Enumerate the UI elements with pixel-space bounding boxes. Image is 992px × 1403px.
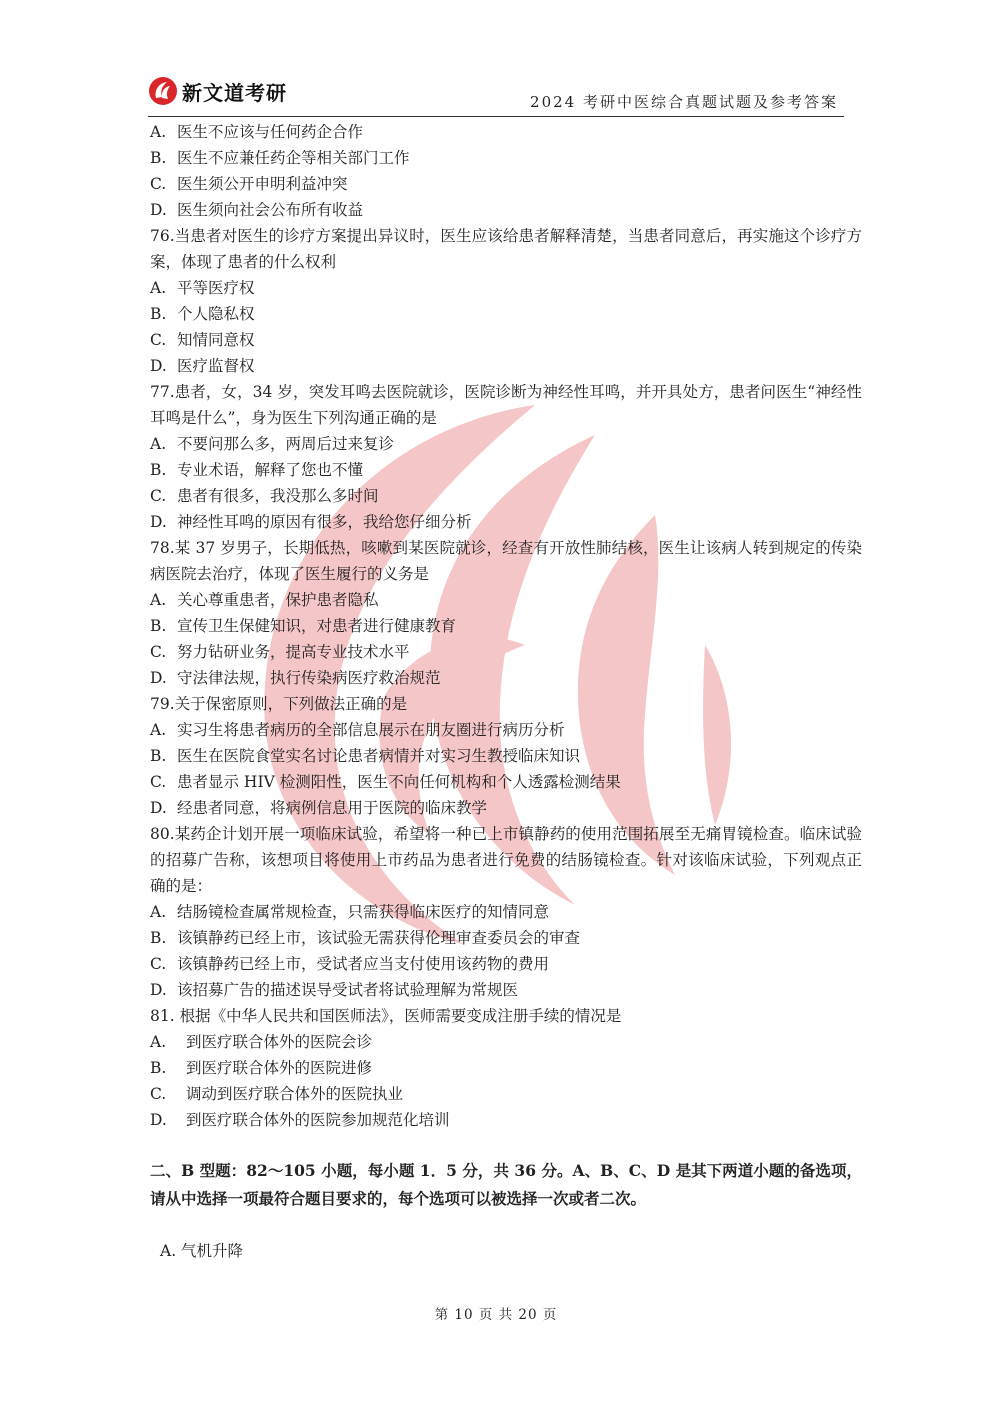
q78-option-d: D. 守法律法规，执行传染病医疗救治规范 <box>150 669 441 687</box>
q79-option-d: D. 经患者同意，将病例信息用于医院的临床教学 <box>150 799 488 817</box>
phoenix-logo-icon <box>148 76 178 106</box>
page-number: 第 10 页 共 20 页 <box>434 1307 558 1323</box>
q76-option-b: B. 个人隐私权 <box>150 305 255 323</box>
q77-option-d: D. 神经性耳鸣的原因有很多，我给您仔细分析 <box>150 513 472 531</box>
q78-stem: 78.某 37 岁男子，长期低热，咳嗽到某医院就诊，经查有开放性肺结核，医生让该病人转到规定的传染病医院去治疗，体现了医生履行的义务是 <box>150 539 862 583</box>
q75-option-d: D. 医生须向社会公布所有收益 <box>150 201 364 219</box>
q80-option-a: A. 结肠镜检查属常规检查，只需获得临床医疗的知情同意 <box>150 903 550 921</box>
q77-option-c: C. 患者有很多，我没那么多时间 <box>150 487 379 505</box>
q79-stem: 79.关于保密原则，下列做法正确的是 <box>150 695 408 713</box>
q80-option-b: B. 该镇静药已经上市，该试验无需获得伦理审查委员会的审查 <box>150 929 581 947</box>
q77-option-a: A. 不要问那么多，两周后过来复诊 <box>150 435 395 453</box>
q78-option-b: B. 宣传卫生保健知识，对患者进行健康教育 <box>150 617 457 635</box>
q78-option-c: C. 努力钻研业务，提高专业技术水平 <box>150 643 410 661</box>
q80-option-c: C. 该镇静药已经上市，受试者应当支付使用该药物的费用 <box>150 955 550 973</box>
q76-option-a: A. 平等医疗权 <box>150 279 255 297</box>
q78-option-a: A. 关心尊重患者，保护患者隐私 <box>150 591 379 609</box>
section-b-option-a: A. 气机升降 <box>160 1242 244 1260</box>
q81-option-c: C. 调动到医疗联合体外的医院执业 <box>150 1085 404 1103</box>
q81-option-b: B. 到医疗联合体外的医院进修 <box>150 1059 373 1077</box>
q81-option-d: D. 到医疗联合体外的医院参加规范化培训 <box>150 1111 450 1129</box>
q80-stem: 80.某药企计划开展一项临床试验，希望将一种已上市镇静药的使用范围拓展至无痛胃镜检查。临床试验的招募广告称，该想项目将使用上市药品为患者进行免费的结肠镜检查。针对该临床试验，下列观点正确的是： <box>150 825 862 895</box>
q77-option-b: B. 专业术语，解释了您也不懂 <box>150 461 364 479</box>
q76-stem: 76.当患者对医生的诊疗方案提出异议时，医生应该给患者解释清楚，当患者同意后，再实施这个诊疗方案，体现了患者的什么权利 <box>150 227 862 271</box>
q79-option-b: B. 医生在医院食堂实名讨论患者病情并对实习生教授临床知识 <box>150 747 581 765</box>
q76-option-d: D. 医疗监督权 <box>150 357 255 375</box>
q75-option-c: C. 医生须公开申明利益冲突 <box>150 175 348 193</box>
q80-option-d: D. 该招募广告的描述误导受试者将试验理解为常规医 <box>150 981 519 999</box>
document-title: 2024 考研中医综合真题试题及参考答案 <box>530 93 838 111</box>
question-content <box>150 119 862 1133</box>
q75-option-a: A. 医生不应该与任何药企合作 <box>150 123 364 141</box>
logo-text: 新文道考研 <box>182 80 287 105</box>
q79-option-a: A. 实习生将患者病历的全部信息展示在朋友圈进行病历分析 <box>150 721 565 739</box>
q76-option-c: C. 知情同意权 <box>150 331 255 349</box>
brand-logo <box>148 74 287 108</box>
q79-option-c: C. 患者显示 HIV 检测阳性，医生不向任何机构和个人透露检测结果 <box>150 773 621 791</box>
q77-stem: 77.患者，女，34 岁，突发耳鸣去医院就诊，医院诊断为神经性耳鸣，并开具处方，患者问医生“神经性耳鸣是什么”，身为医生下列沟通正确的是 <box>150 383 862 427</box>
q81-stem: 81. 根据《中华人民共和国医师法》，医师需要变成注册手续的情况是 <box>150 1007 622 1025</box>
section-b-heading: 二、B 型题：82～105 小题，每小题 1．5 分，共 36 分。A、B、C、D 是其下两道小题的备选项，请从中选择一项最符合题目要求的，每个选项可以被选择一次或者二次。 <box>150 1161 862 1208</box>
q75-option-b: B. 医生不应兼任药企等相关部门工作 <box>150 149 410 167</box>
page-header <box>148 70 844 117</box>
q81-option-a: A. 到医疗联合体外的医院会诊 <box>150 1033 373 1051</box>
